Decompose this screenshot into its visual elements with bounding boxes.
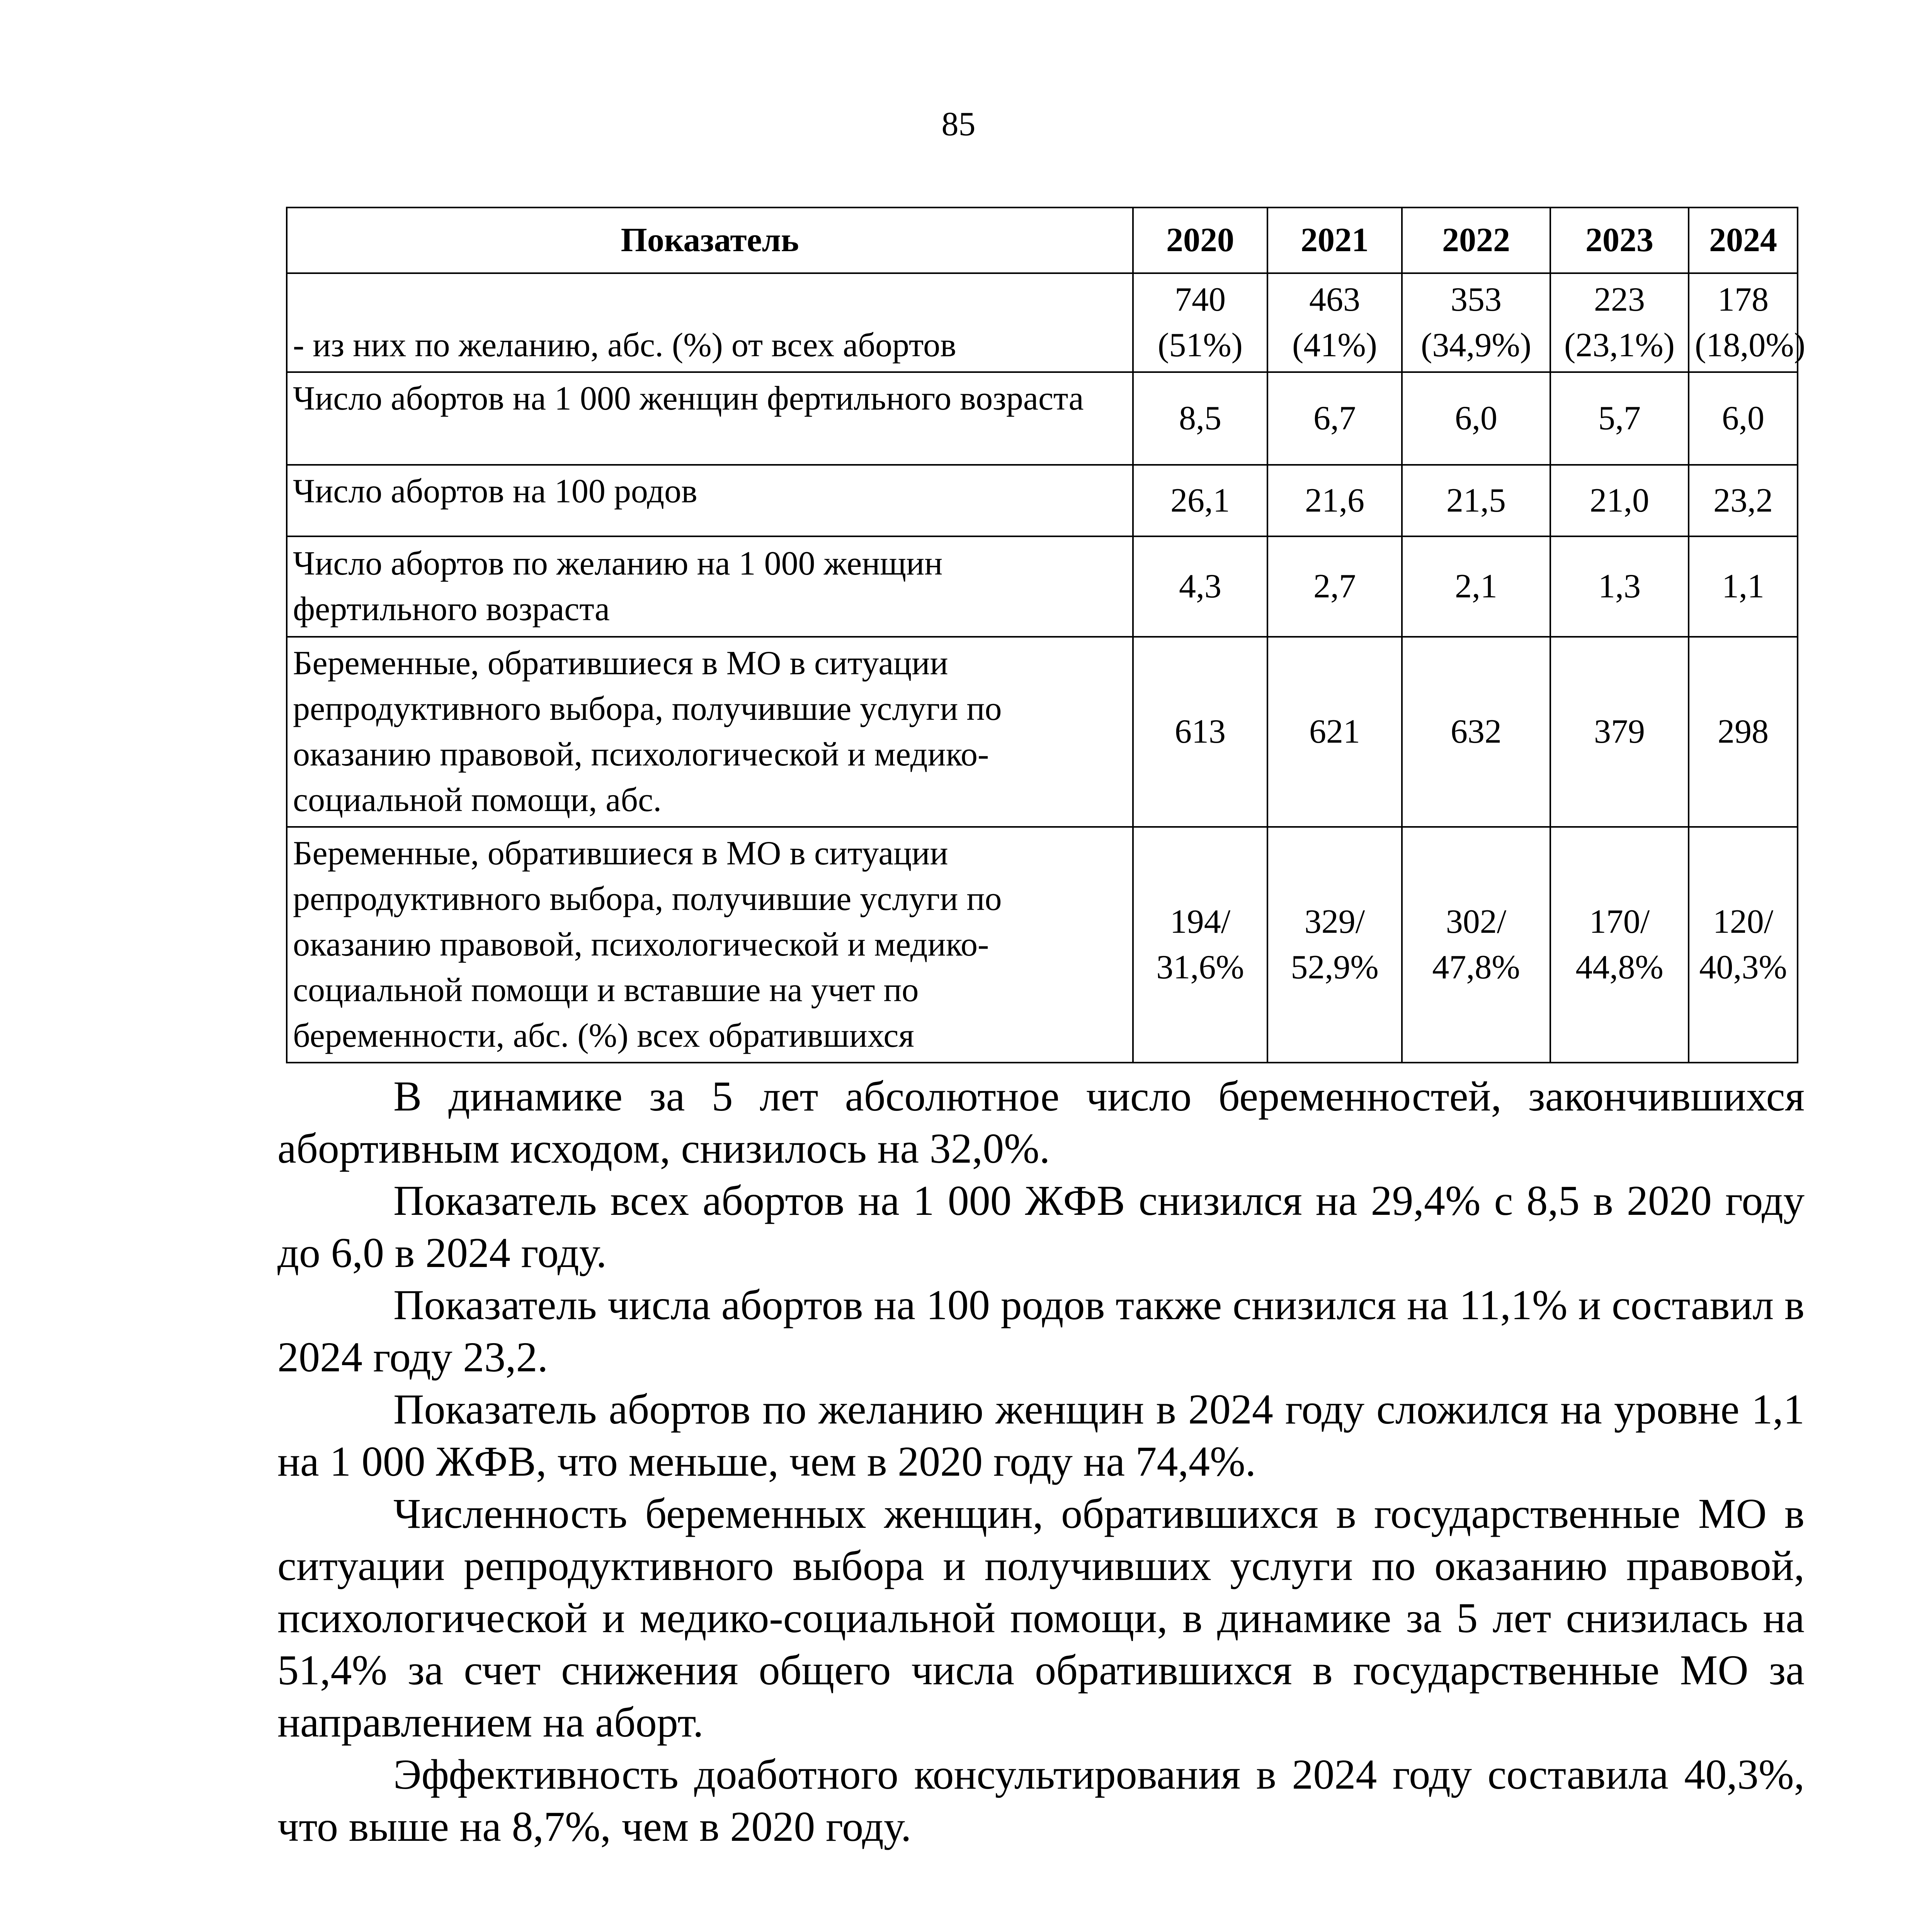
page-number: 85 [941, 105, 976, 143]
paragraph: Эффективность доаботного консультирования в 2024 году составила 40,3%, что выше на 8,7%, чем в 2020 году. [277, 1751, 1805, 1850]
indicators-table [286, 207, 1805, 1063]
cell-value: 178 (18,0%) [1689, 273, 1798, 372]
cell-value: 120/ 40,3% [1689, 827, 1798, 1063]
cell-value: 298 [1689, 637, 1798, 827]
paragraph: Показатель всех абортов на 1 000 ЖФВ снизился на 29,4% с 8,5 в 2020 году до 6,0 в 2024 году. [277, 1177, 1805, 1276]
table-row [287, 637, 1798, 827]
cell-value: 21,5 [1402, 465, 1550, 536]
paragraph: Показатель числа абортов на 100 родов также снизился на 11,1% и составил в 2024 году 23,2. [277, 1281, 1805, 1381]
row-label: - из них по желанию, абс. (%) от всех абортов [287, 273, 1133, 372]
cell-value: 2,1 [1402, 536, 1550, 637]
body-text [277, 1070, 1805, 1932]
row-label: Беременные, обратившиеся в МО в ситуации репродуктивного выбора, получившие услуги по оказанию правовой, психологической и медико-социальной помощи и вставшие на учет по беременности, абс. (%) всех обратившихся [287, 827, 1133, 1063]
cell-value: 4,3 [1133, 536, 1267, 637]
cell-value: 632 [1402, 637, 1550, 827]
cell-value: 170/ 44,8% [1550, 827, 1689, 1063]
cell-value: 1,3 [1550, 536, 1689, 637]
cell-value: 8,5 [1133, 372, 1267, 465]
table-row [287, 536, 1798, 637]
cell-value: 21,0 [1550, 465, 1689, 536]
cell-value: 740 (51%) [1133, 273, 1267, 372]
paragraph: В динамике за 5 лет абсолютное число беременностей, закончившихся абортивным исходом, снизилось на 32,0%. [277, 1073, 1805, 1172]
cell-value: 26,1 [1133, 465, 1267, 536]
row-label: Число абортов на 100 родов [287, 465, 1133, 536]
row-label: Число абортов на 1 000 женщин фертильного возраста [287, 372, 1133, 465]
cell-value: 194/ 31,6% [1133, 827, 1267, 1063]
cell-value: 621 [1267, 637, 1402, 827]
paragraph: Численность беременных женщин, обратившихся в государственные МО в ситуации репродуктивного выбора и получивших услуги по оказанию правовой, психологической и медико-социальной помощи, в динамике за 5 лет снизилась на 51,4% за счет снижения общего числа обратившихся в государственные МО за направлением на аборт. [277, 1490, 1805, 1746]
cell-value: 5,7 [1550, 372, 1689, 465]
row-label: Беременные, обратившиеся в МО в ситуации репродуктивного выбора, получившие услуги по оказанию правовой, психологической и медико-социальной помощи, абс. [287, 637, 1133, 827]
table-row [287, 465, 1798, 536]
cell-value: 6,7 [1267, 372, 1402, 465]
row-label: Число абортов по желанию на 1 000 женщин фертильного возраста [287, 536, 1133, 637]
header-year: 2020 [1133, 207, 1267, 273]
cell-value: 1,1 [1689, 536, 1798, 637]
cell-value: 329/ 52,9% [1267, 827, 1402, 1063]
header-year: 2024 [1689, 207, 1798, 273]
cell-value: 6,0 [1402, 372, 1550, 465]
cell-value: 463 (41%) [1267, 273, 1402, 372]
cell-value: 21,6 [1267, 465, 1402, 536]
cell-value: 223 (23,1%) [1550, 273, 1689, 372]
paragraph: Показатель абортов по желанию женщин в 2024 году сложился на уровне 1,1 на 1 000 ЖФВ, что меньше, чем в 2020 году на 74,4%. [277, 1386, 1805, 1485]
cell-value: 613 [1133, 637, 1267, 827]
header-year: 2023 [1550, 207, 1689, 273]
cell-value: 2,7 [1267, 536, 1402, 637]
table-row [287, 827, 1798, 1063]
cell-value: 302/ 47,8% [1402, 827, 1550, 1063]
cell-value: 353 (34,9%) [1402, 273, 1550, 372]
table-header-row [287, 207, 1798, 273]
header-year: 2021 [1267, 207, 1402, 273]
cell-value: 6,0 [1689, 372, 1798, 465]
table-row [287, 372, 1798, 465]
table-row [287, 273, 1798, 372]
cell-value: 379 [1550, 637, 1689, 827]
header-indicator: Показатель [287, 207, 1133, 273]
cell-value: 23,2 [1689, 465, 1798, 536]
header-year: 2022 [1402, 207, 1550, 273]
